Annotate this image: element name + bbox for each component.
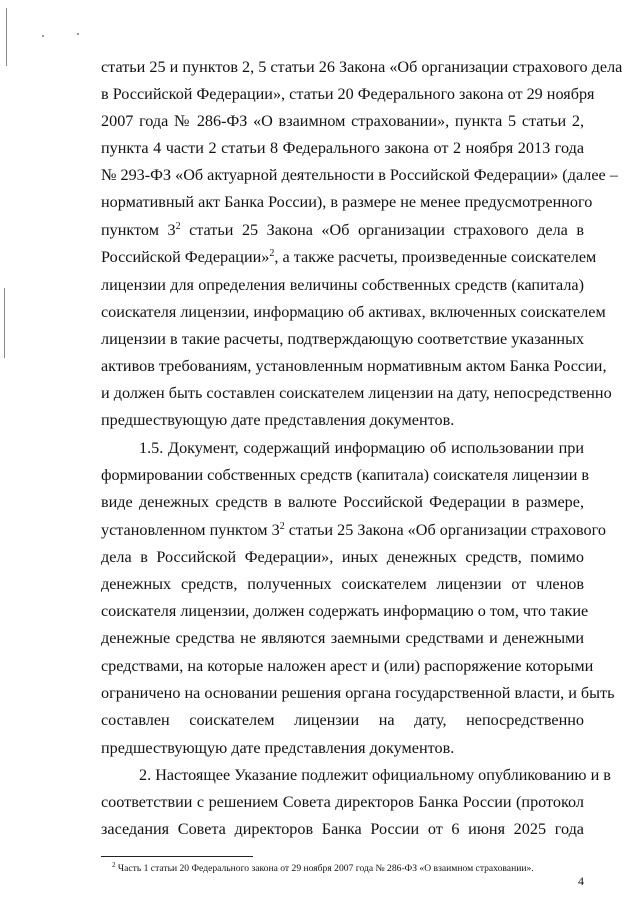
text-line: соискателя лицензии, информацию об активах, включенных соискателем <box>101 303 606 321</box>
text-line: пункта 4 части 2 статьи 8 Федерального закона от 2 ноября 2013 года <box>101 139 584 157</box>
text-line: нормативный акт Банка России), в размере не менее предусмотренного <box>101 193 593 211</box>
footnote-reference: 2 <box>269 248 275 259</box>
scan-speck <box>77 33 79 35</box>
text-run: установленном пунктом 3 <box>101 521 280 539</box>
text-line: соответствии с решением Совета директоров Банка России (протокол <box>101 793 584 811</box>
text-line: активов требованиям, установленным нормативным актом Банка России, <box>101 357 607 375</box>
text-line: денежных средств, полученных соискателем лицензии от членов <box>101 575 584 593</box>
text-line: лицензии в такие расчеты, подтверждающую соответствие указанных <box>101 330 585 348</box>
text-line: предшествующую дате представления документов. <box>101 411 455 429</box>
footnote-separator <box>101 856 253 857</box>
text-line: формировании собственных средств (капитала) соискателя лицензии в <box>101 466 590 484</box>
text-line: денежные средства не являются заемными средствами и денежными <box>101 629 584 647</box>
text-run: статьи 25 Закона «Об организации страхового <box>284 521 606 539</box>
text-line: № 293-ФЗ «Об актуарной деятельности в Российской Федерации» (далее – <box>101 166 618 184</box>
scan-speck <box>42 35 44 37</box>
scan-margin-mark <box>4 288 5 358</box>
footnote-marker: 2 <box>112 861 116 869</box>
footnote-text: Часть 1 статьи 20 Федерального закона от 29 ноября 2007 года № 286-ФЗ «О взаимном страховании». <box>115 863 534 874</box>
text-run: , а также расчеты, произведенные соискателем <box>274 248 597 266</box>
superscript: 2 <box>175 221 181 232</box>
text-line: ограничено на основании решения органа государственной власти, и быть <box>101 684 615 702</box>
text-line: в Российской Федерации», статьи 20 Федерального закона от 29 ноября <box>101 85 595 103</box>
text-line: лицензии для определения величины собственных средств (капитала) <box>101 276 584 294</box>
text-line <box>101 520 606 540</box>
text-run: пунктом 3 <box>101 221 176 239</box>
text-run: статьи 25 Закона «Об организации страхового дела в <box>180 221 584 239</box>
text-line: статьи 25 и пунктов 2, 5 статьи 26 Закона «Об организации страхового дела <box>101 58 623 76</box>
text-line: 2007 года № 286-ФЗ «О взаимном страховании», пункта 5 статьи 2, <box>101 112 584 130</box>
text-run: Российской Федерации» <box>101 248 270 266</box>
text-line: средствами, на которые наложен арест и (или) распоряжение которыми <box>101 657 594 675</box>
text-line: соискателя лицензии, должен содержать информацию о том, что такие <box>101 602 589 620</box>
text-line: предшествующую дате представления документов. <box>101 739 455 757</box>
text-line <box>101 247 597 267</box>
text-line: заседания Совета директоров Банка России от 6 июня 2025 года <box>101 820 584 838</box>
text-line: дела в Российской Федерации», иных денежных средств, помимо <box>101 548 584 566</box>
text-line: и должен быть составлен соискателем лицензии на дату, непосредственно <box>101 384 612 402</box>
page-number: 4 <box>578 874 584 888</box>
text-line: составлен соискателем лицензии на дату, непосредственно <box>101 711 584 729</box>
scan-margin-mark <box>6 8 7 66</box>
text-line <box>101 220 584 240</box>
text-line: 1.5. Документ, содержащий информацию об использовании при <box>139 439 584 457</box>
text-line: виде денежных средств в валюте Российской Федерации в размере, <box>101 493 584 511</box>
text-line: 2. Настоящее Указание подлежит официальному опубликованию и в <box>139 766 611 784</box>
superscript: 2 <box>279 521 285 532</box>
footnote <box>112 863 592 875</box>
